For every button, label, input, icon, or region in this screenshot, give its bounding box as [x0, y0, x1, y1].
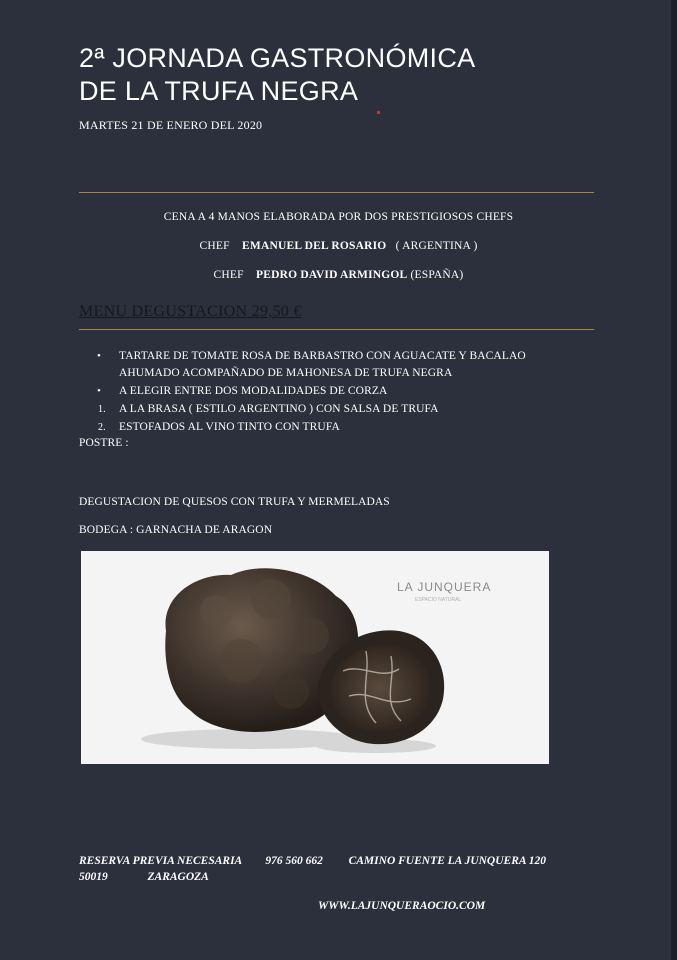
chef-1-line	[0, 240, 677, 252]
postre-label: POSTRE :	[79, 437, 129, 449]
decorative-dot	[377, 111, 380, 114]
chef-2-line	[0, 269, 677, 281]
chef-1-prefix: CHEF	[199, 240, 230, 252]
address: CAMINO FUENTE LA JUNQUERA 120	[348, 855, 547, 867]
divider-top	[79, 192, 594, 193]
list-number: 2.	[98, 422, 106, 433]
page-edge	[671, 0, 677, 960]
truffle-illustration	[81, 551, 549, 764]
title-line-1: 2ª JORNADA GASTRONÓMICA	[79, 43, 476, 73]
truffle-photo	[81, 551, 549, 764]
city: ZARAGOZA	[147, 871, 209, 883]
postre-text: DEGUSTACION DE QUESOS CON TRUFA Y MERMELADAS	[79, 496, 390, 508]
page-title	[79, 42, 475, 108]
footer-line-2	[79, 871, 209, 883]
chef-1-country: ( ARGENTINA )	[395, 240, 478, 252]
chef-2-prefix: CHEF	[213, 269, 244, 281]
list-bullet: •	[97, 385, 101, 397]
footer-line-1	[79, 855, 546, 867]
list-item-line: A LA BRASA ( ESTILO ARGENTINO ) CON SALSA DE TRUFA	[119, 403, 439, 415]
menu-title: MENU DEGUSTACION 29,50 €	[79, 303, 302, 320]
event-date: MARTES 21 DE ENERO DEL 2020	[79, 118, 263, 132]
website-link[interactable]: WWW.LAJUNQUERAOCIO.COM	[318, 900, 486, 912]
divider-menu	[79, 329, 594, 330]
list-item-line: A ELEGIR ENTRE DOS MODALIDADES DE CORZA	[119, 385, 388, 397]
list-number: 1.	[98, 404, 106, 415]
title-line-2: DE LA TRUFA NEGRA	[79, 76, 359, 106]
list-item-line: AHUMADO ACOMPAÑADO DE MAHONESA DE TRUFA NEGRA	[119, 367, 453, 379]
list-item-line: TARTARE DE TOMATE ROSA DE BARBASTRO CON AGUACATE Y BACALAO	[119, 350, 526, 362]
postal-code: 50019	[79, 871, 108, 883]
chef-2-country: (ESPAÑA)	[410, 269, 464, 281]
bodega-text: BODEGA : GARNACHA DE ARAGON	[79, 524, 273, 536]
reserva-text: RESERVA PREVIA NECESARIA	[79, 855, 242, 867]
phone-number[interactable]: 976 560 662	[265, 855, 323, 867]
list-item-line: ESTOFADOS AL VINO TINTO CON TRUFA	[119, 421, 340, 433]
photo-brand-sub: ESPACIO NATURAL	[415, 597, 462, 603]
photo-brand: LA JUNQUERA	[397, 580, 492, 594]
chef-1-name: EMANUEL DEL ROSARIO	[242, 240, 387, 252]
list-bullet: •	[97, 350, 101, 362]
intro-line: CENA A 4 MANOS ELABORADA POR DOS PRESTIGIOSOS CHEFS	[163, 211, 514, 223]
chef-2-name: PEDRO DAVID ARMINGOL	[256, 269, 408, 281]
